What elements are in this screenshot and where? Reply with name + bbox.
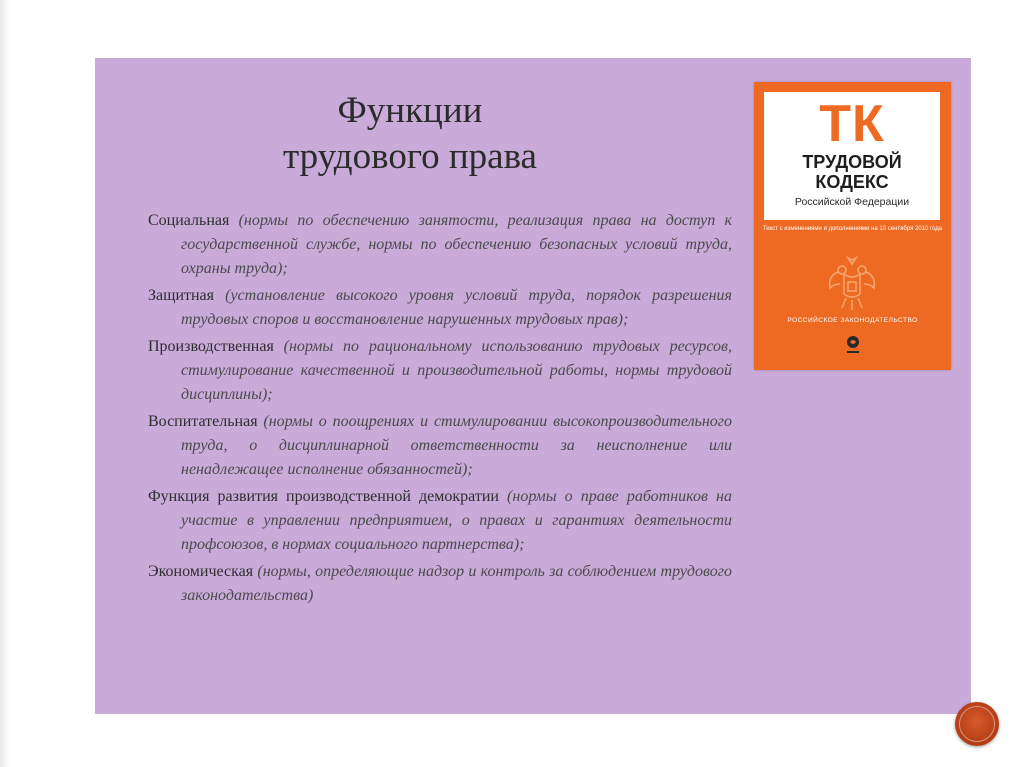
list-item xyxy=(148,335,732,407)
item-desc: (нормы по обеспечению занятости, реализация права на доступ к государственной службе, нормы по обеспечению безопасных условий труда, охраны труда); xyxy=(181,212,732,277)
item-term: Производственная xyxy=(148,338,274,355)
item-term: Экономическая xyxy=(148,563,254,580)
item-desc: (нормы, определяющие надзор и контроль за соблюдением трудового законодательства) xyxy=(181,563,732,604)
title-line-2: трудового права xyxy=(283,136,537,177)
publisher-logo-icon xyxy=(844,334,862,356)
book-subtitle: Российской Федерации xyxy=(794,196,910,208)
book-title-block xyxy=(764,92,940,220)
item-desc: (нормы о поощрениях и стимулировании высокопроизводительного труда, о дисциплинарной ответственности за неисполнение или ненадлежащее исполнение обязанностей); xyxy=(181,413,732,478)
title-line-1: Функции xyxy=(337,90,483,131)
list-item xyxy=(148,560,732,608)
list-item xyxy=(148,284,732,332)
book-title-line-1: ТРУДОВОЙ xyxy=(802,152,902,172)
item-desc: (нормы по рациональному использованию трудовых ресурсов, стимулирование качественной и производительной работы, нормы трудовой дисциплины); xyxy=(181,338,732,403)
slide-nav-circle-icon xyxy=(959,706,995,742)
functions-list xyxy=(148,209,732,611)
book-edition-note: Текст с изменениями и дополнениями на 10 сентября 2010 года xyxy=(762,226,943,232)
item-desc: (установление высокого уровня условий труда, порядок разрешения трудовых споров и восстановление нарушенных трудовых прав); xyxy=(181,287,732,328)
double-headed-eagle-icon xyxy=(824,254,880,314)
book-series-label: РОССИЙСКОЕ ЗАКОНОДАТЕЛЬСТВО xyxy=(787,317,918,324)
book-abbreviation: ТК xyxy=(819,95,885,153)
item-desc: (нормы о праве работников на участие в управлении предприятием, о правах и гарантиях деятельности профсоюзов, в нормах социального партнерства); xyxy=(181,488,732,553)
item-term: Функция развития производственной демократии xyxy=(148,488,499,505)
book-title xyxy=(764,152,940,192)
item-term: Воспитательная xyxy=(148,413,258,430)
slide-title xyxy=(150,88,670,180)
labor-code-book-cover xyxy=(754,82,951,370)
left-edge-shadow xyxy=(0,0,10,767)
list-item xyxy=(148,209,732,281)
list-item xyxy=(148,485,732,557)
book-title-line-2: КОДЕКС xyxy=(815,172,889,192)
item-term: Социальная xyxy=(148,212,230,229)
slide-nav-button[interactable] xyxy=(955,702,999,746)
list-item xyxy=(148,410,732,482)
item-term: Защитная xyxy=(148,287,215,304)
